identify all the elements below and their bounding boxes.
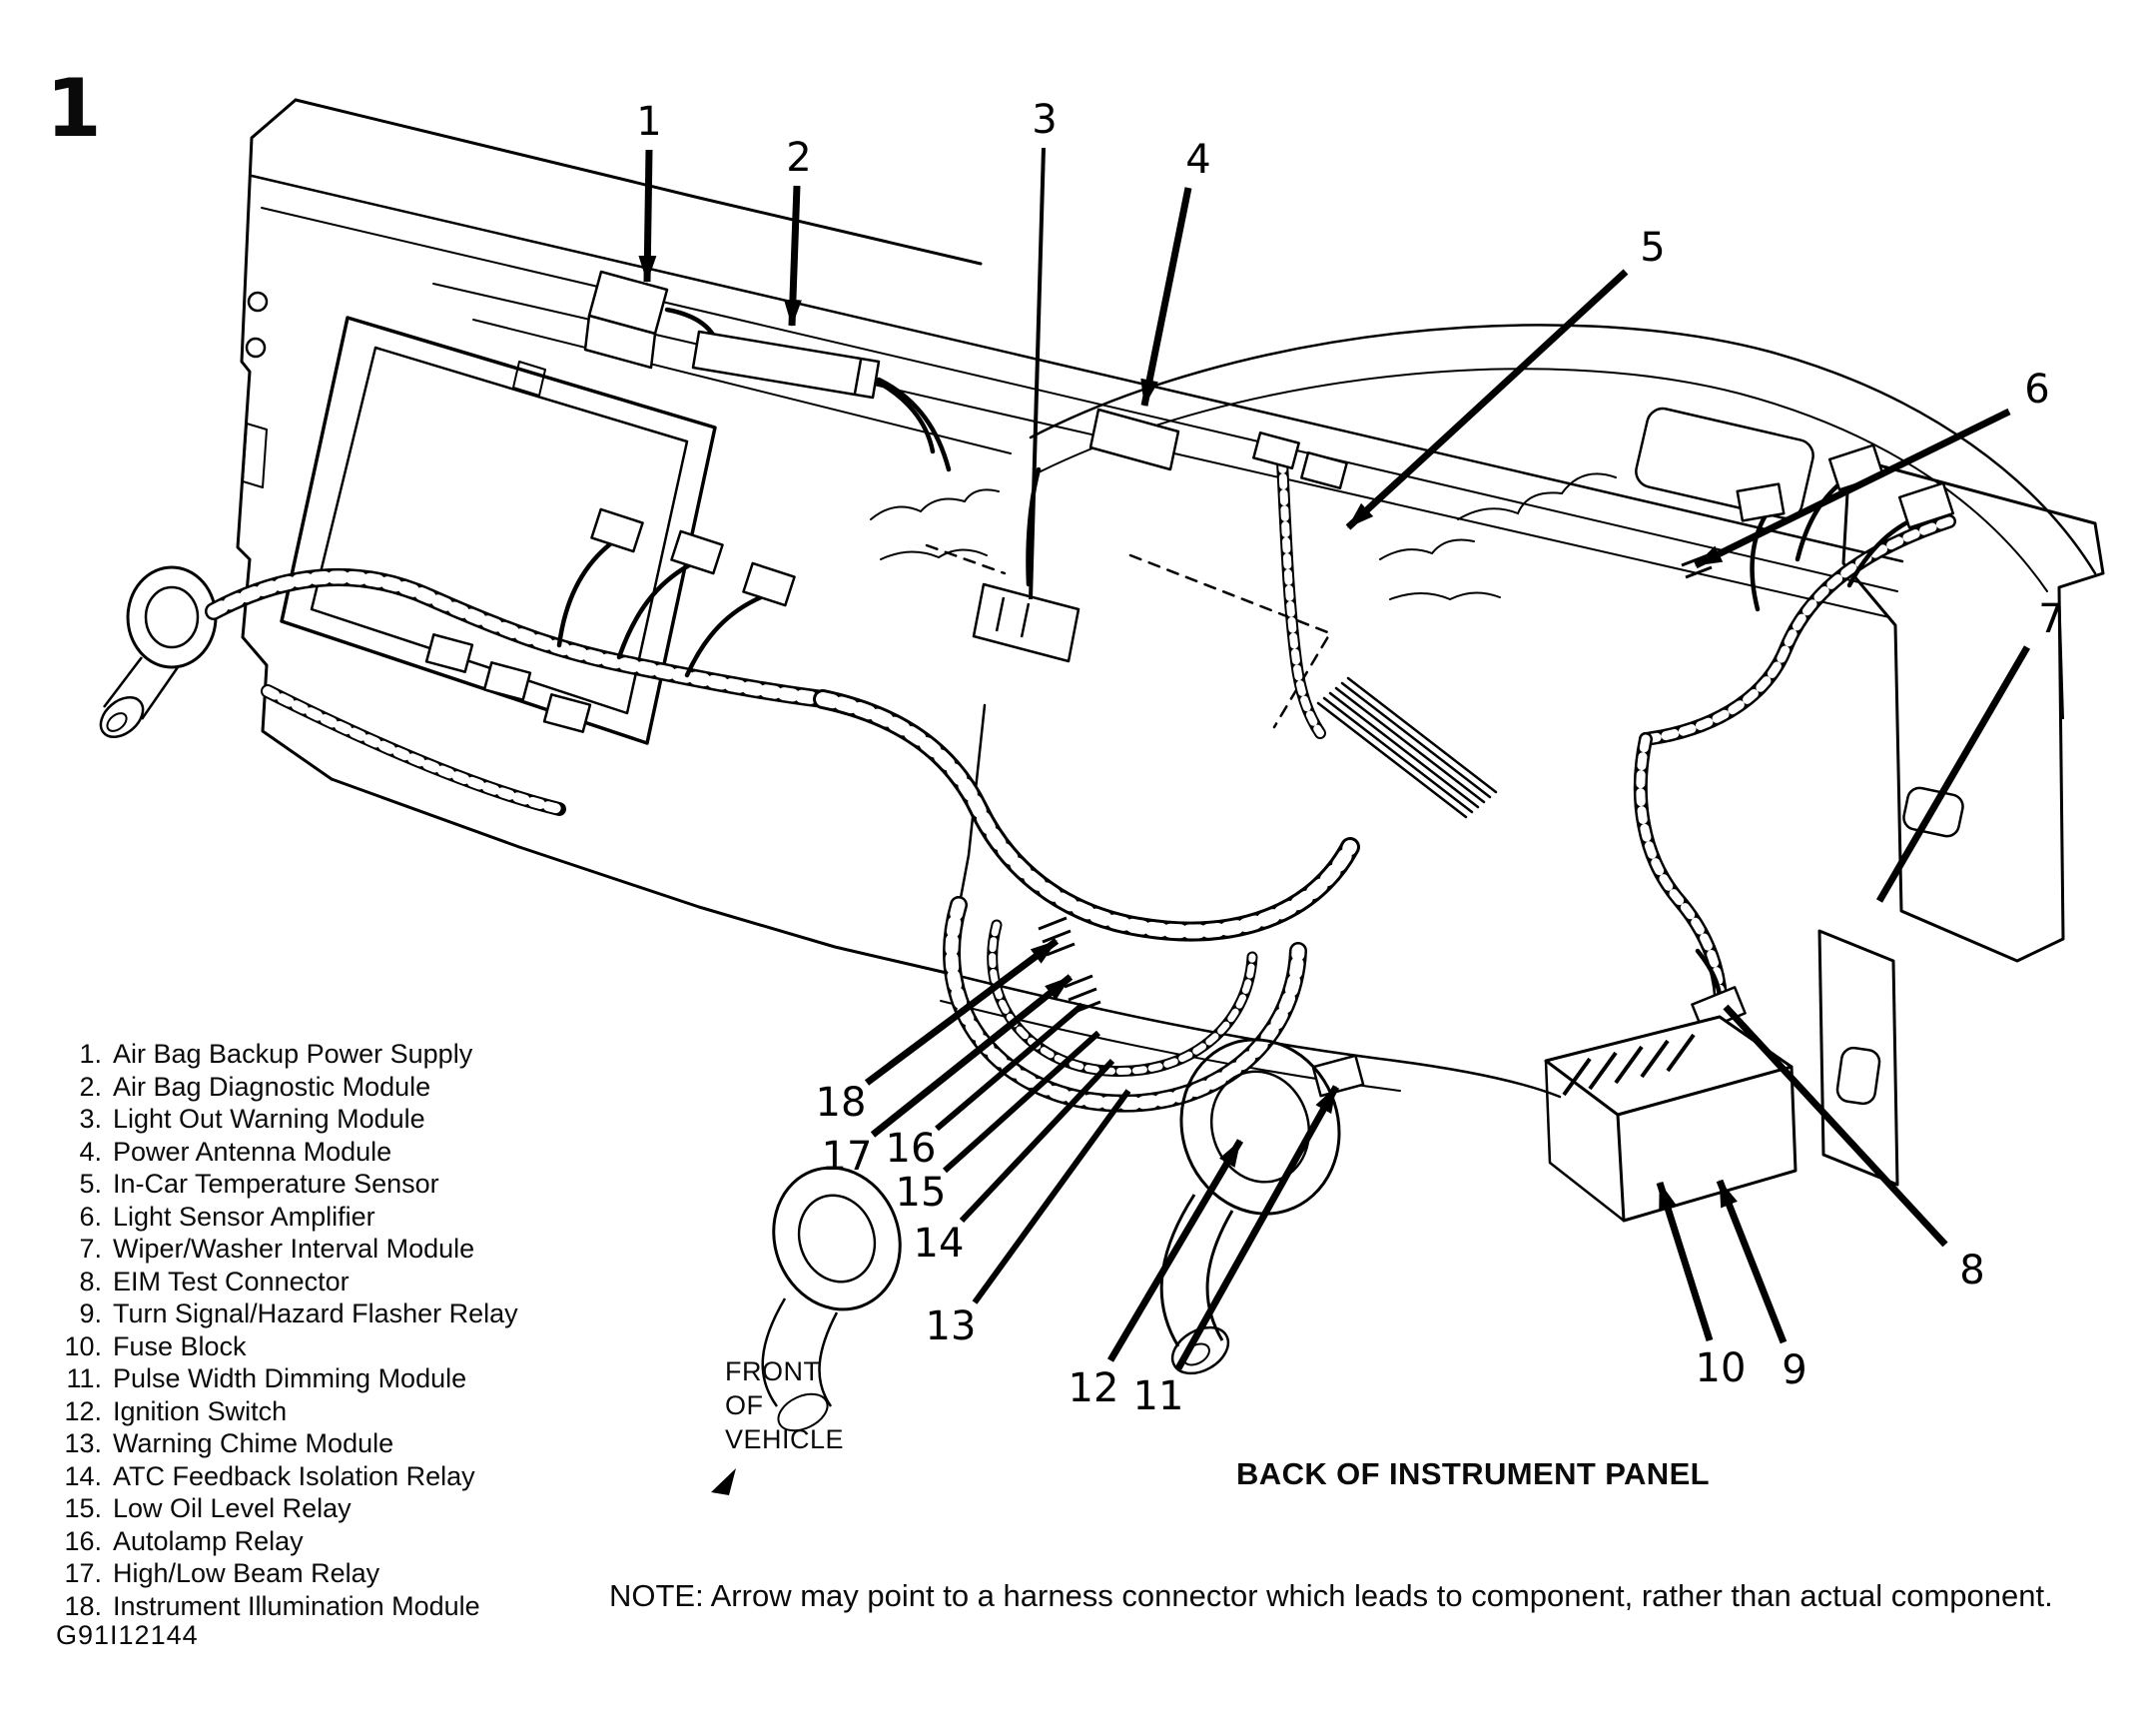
legend-item (50, 1461, 518, 1494)
flat-ribbon-cable (1318, 678, 1496, 817)
legend-item-label: Light Sensor Amplifier (113, 1201, 375, 1232)
callout-number-6: 6 (2024, 367, 2050, 413)
legend-item-number: 5. (79, 1169, 102, 1199)
legend-item-label: EIM Test Connector (113, 1266, 350, 1297)
legend-item (50, 1202, 518, 1235)
legend-item-number: 4. (79, 1136, 102, 1167)
legend-item (50, 1331, 518, 1364)
legend-item-number: 15. (64, 1493, 102, 1523)
legend-item-label: Power Antenna Module (113, 1136, 392, 1167)
legend-item (50, 1169, 518, 1202)
right-end-panel (1843, 457, 2103, 961)
legend-item (50, 1039, 518, 1072)
legend-item-label: Air Bag Backup Power Supply (113, 1039, 473, 1069)
callout-leader-11 (1178, 1087, 1336, 1368)
legend-item (50, 1072, 518, 1105)
callout-number-12: 12 (1068, 1365, 1119, 1411)
firewall-grommet (93, 567, 216, 745)
front-label-line3: VEHICLE (725, 1424, 845, 1454)
callout-number-15: 15 (895, 1170, 947, 1216)
legend-item-label: In-Car Temperature Sensor (113, 1169, 439, 1199)
legend-item (50, 1558, 518, 1591)
legend-item-label: Warning Chime Module (113, 1428, 394, 1458)
callout-number-18: 18 (815, 1080, 867, 1126)
legend-item-label: Wiper/Washer Interval Module (113, 1234, 475, 1264)
legend-item-label: Instrument Illumination Module (113, 1590, 480, 1621)
callout-layer (636, 97, 2063, 1419)
legend-item-label: Fuse Block (113, 1330, 247, 1361)
legend-item-number: 14. (64, 1460, 102, 1491)
legend (50, 1039, 518, 1623)
front-direction-arrow (711, 1468, 736, 1495)
legend-item-label: Turn Signal/Hazard Flasher Relay (113, 1298, 518, 1328)
front-label-line2: OF (725, 1390, 764, 1420)
legend-item-number: 3. (79, 1104, 102, 1134)
harness-pigtails (559, 310, 1921, 1007)
legend-item (50, 1363, 518, 1396)
callout-leader-10 (1660, 1183, 1710, 1340)
callout-leader-5 (1348, 272, 1626, 527)
legend-item-number: 6. (79, 1201, 102, 1232)
legend-item-number: 1. (79, 1039, 102, 1069)
callout-number-1: 1 (636, 99, 662, 145)
legend-item-label: Ignition Switch (113, 1395, 288, 1426)
legend-item-number: 7. (79, 1234, 102, 1264)
callout-number-7: 7 (2038, 596, 2064, 642)
callout-leader-9 (1720, 1181, 1784, 1342)
fuse-block (1546, 1017, 1796, 1221)
callout-leader-3 (1031, 148, 1044, 599)
figure-number: 1 (46, 62, 100, 155)
legend-item (50, 1428, 518, 1461)
legend-item-label: ATC Feedback Isolation Relay (113, 1460, 475, 1491)
callout-number-14: 14 (913, 1221, 965, 1267)
legend-item-label: Low Oil Level Relay (113, 1493, 352, 1523)
legend-item-label: Autolamp Relay (113, 1525, 304, 1556)
legend-item (50, 1104, 518, 1137)
legend-item-number: 16. (64, 1525, 102, 1556)
legend-item-label: Light Out Warning Module (113, 1104, 425, 1134)
legend-item-number: 18. (64, 1590, 102, 1621)
callout-number-9: 9 (1782, 1347, 1807, 1393)
callout-number-11: 11 (1132, 1373, 1184, 1419)
callout-leader-12 (1110, 1141, 1240, 1360)
front-of-vehicle-label (725, 1354, 844, 1456)
callout-number-13: 13 (925, 1303, 977, 1349)
callout-number-5: 5 (1640, 225, 1666, 271)
callout-number-17: 17 (821, 1134, 873, 1180)
legend-item-label: Air Bag Diagnostic Module (113, 1071, 431, 1102)
legend-item-number: 2. (79, 1071, 102, 1102)
callout-number-3: 3 (1032, 97, 1058, 143)
callout-number-10: 10 (1695, 1345, 1747, 1391)
legend-item-number: 12. (64, 1395, 102, 1426)
legend-item (50, 1298, 518, 1331)
callout-number-16: 16 (885, 1126, 937, 1172)
diagram-caption: BACK OF INSTRUMENT PANEL (1236, 1456, 1711, 1491)
legend-item (50, 1591, 518, 1624)
legend-item (50, 1267, 518, 1299)
reference-code: G91I12144 (56, 1620, 199, 1650)
legend-item-number: 11. (66, 1363, 102, 1393)
callout-leader-7 (1879, 647, 2027, 901)
legend-item (50, 1526, 518, 1559)
dash-pad-detail (871, 406, 1816, 599)
legend-item-number: 8. (79, 1266, 102, 1297)
legend-item (50, 1137, 518, 1170)
legend-item-number: 10. (64, 1330, 102, 1361)
legend-item (50, 1493, 518, 1526)
legend-item-number: 9. (79, 1298, 102, 1328)
callout-number-4: 4 (1185, 137, 1211, 183)
callout-number-8: 8 (1959, 1248, 1985, 1294)
callout-leader-2 (792, 186, 797, 326)
front-label-line1: FRONT (725, 1356, 821, 1386)
callout-leader-4 (1144, 188, 1188, 406)
legend-item-number: 13. (64, 1428, 102, 1458)
wiring-harness (214, 310, 1949, 1104)
legend-item-label: High/Low Beam Relay (113, 1558, 380, 1588)
legend-item (50, 1396, 518, 1429)
note-text: NOTE: Arrow may point to a harness connector which leads to component, rather than actual component. (609, 1578, 2053, 1613)
connector-combs (1039, 555, 1712, 1013)
legend-item (50, 1234, 518, 1267)
legend-item-number: 17. (64, 1558, 102, 1588)
callout-number-2: 2 (786, 135, 812, 181)
callout-leader-1 (647, 150, 649, 282)
legend-item-label: Pulse Width Dimming Module (113, 1363, 467, 1393)
